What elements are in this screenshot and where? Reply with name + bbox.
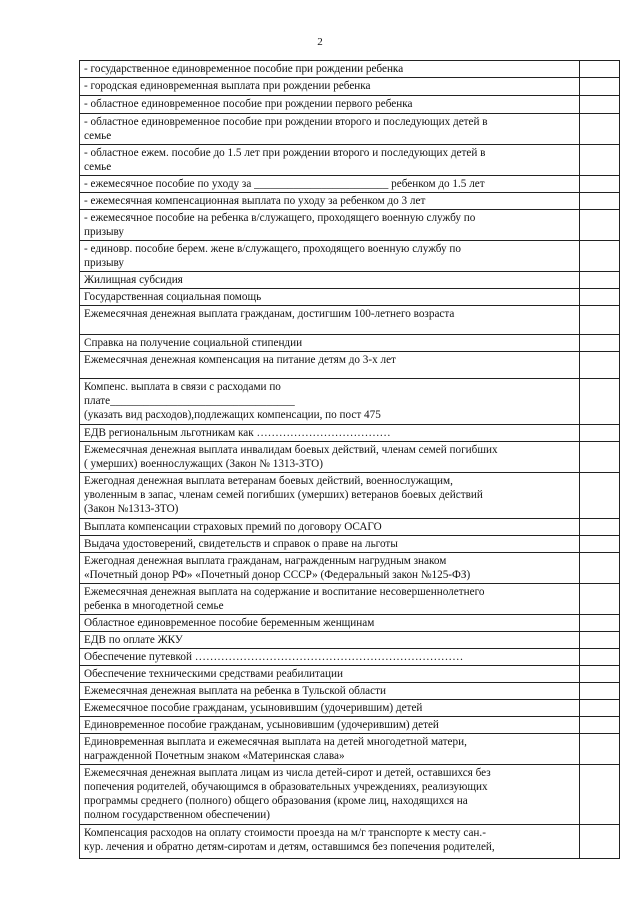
table-row bbox=[80, 210, 620, 241]
table-row bbox=[80, 289, 620, 306]
checkbox-cell[interactable] bbox=[580, 289, 620, 306]
checkbox-cell[interactable] bbox=[580, 335, 620, 352]
checkbox-cell[interactable] bbox=[580, 615, 620, 632]
row-label: Справка на получение социальной стипендии bbox=[80, 335, 580, 352]
checkbox-cell[interactable] bbox=[580, 632, 620, 649]
row-label: Выдача удостоверений, свидетельств и справок о праве на льготы bbox=[80, 536, 580, 553]
row-label: Жилищная субсидия bbox=[80, 272, 580, 289]
row-label: - государственное единовременное пособие при рождении ребенка bbox=[80, 61, 580, 78]
table-row bbox=[80, 145, 620, 176]
table-row bbox=[80, 734, 620, 765]
table-row bbox=[80, 61, 620, 78]
checkbox-cell[interactable] bbox=[580, 666, 620, 683]
table-row bbox=[80, 425, 620, 442]
table-row bbox=[80, 335, 620, 352]
row-label: Ежегодная денежная выплата ветеранам боевых действий, военнослужащим, уволенным в запас, членам семей погибших (умерших) ветеранов боевых действий (Закон №1313-ЗТО) bbox=[80, 473, 580, 519]
row-label: - ежемесячная компенсационная выплата по уходу за ребенком до 3 лет bbox=[80, 193, 580, 210]
checkbox-cell[interactable] bbox=[580, 145, 620, 176]
table-row bbox=[80, 765, 620, 825]
table-row bbox=[80, 272, 620, 289]
checkbox-cell[interactable] bbox=[580, 519, 620, 536]
row-label: - областное единовременное пособие при рождении второго и последующих детей в семье bbox=[80, 114, 580, 145]
table-row bbox=[80, 700, 620, 717]
row-label: Единовременная выплата и ежемесячная выплата на детей многодетной матери, награжденной Почетным знаком «Материнская слава» bbox=[80, 734, 580, 765]
row-label: - областное единовременное пособие при рождении первого ребенка bbox=[80, 96, 580, 114]
checkbox-cell[interactable] bbox=[580, 241, 620, 272]
checkbox-cell[interactable] bbox=[580, 825, 620, 859]
row-label: - городская единовременная выплата при рождении ребенка bbox=[80, 78, 580, 96]
row-label: ЕДВ региональным льготникам как ……………………………… bbox=[80, 425, 580, 442]
table-row bbox=[80, 379, 620, 425]
table-row bbox=[80, 176, 620, 193]
checkbox-cell[interactable] bbox=[580, 649, 620, 666]
table-row bbox=[80, 536, 620, 553]
row-label: Ежемесячная денежная выплата гражданам, достигшим 100-летнего возраста bbox=[80, 306, 580, 335]
checkbox-cell[interactable] bbox=[580, 442, 620, 473]
checkbox-cell[interactable] bbox=[580, 425, 620, 442]
row-label: Ежемесячная денежная выплата на ребенка в Тульской области bbox=[80, 683, 580, 700]
table-row bbox=[80, 96, 620, 114]
table-row bbox=[80, 584, 620, 615]
checkbox-cell[interactable] bbox=[580, 683, 620, 700]
table-row bbox=[80, 553, 620, 584]
row-label: - ежемесячное пособие по уходу за ________________________ ребенком до 1.5 лет bbox=[80, 176, 580, 193]
checkbox-cell[interactable] bbox=[580, 379, 620, 425]
row-label: Компенсация расходов на оплату стоимости проезда на м/г транспорте к месту сан.- кур. лечения и обратно детям-сиротам и детям, оставшимся без попечения родителей, bbox=[80, 825, 580, 859]
checkbox-cell[interactable] bbox=[580, 176, 620, 193]
checkbox-cell[interactable] bbox=[580, 114, 620, 145]
checkbox-cell[interactable] bbox=[580, 96, 620, 114]
row-label: - единовр. пособие берем. жене в/служащего, проходящего военную службу по призыву bbox=[80, 241, 580, 272]
benefits-table bbox=[79, 60, 620, 859]
checkbox-cell[interactable] bbox=[580, 765, 620, 825]
table-row bbox=[80, 78, 620, 96]
checkbox-cell[interactable] bbox=[580, 78, 620, 96]
table-row bbox=[80, 649, 620, 666]
table-row bbox=[80, 632, 620, 649]
row-label: Ежегодная денежная выплата гражданам, награжденным нагрудным знаком «Почетный донор РФ» «Почетный донор СССР» (Федеральный закон №125-ФЗ) bbox=[80, 553, 580, 584]
checkbox-cell[interactable] bbox=[580, 61, 620, 78]
checkbox-cell[interactable] bbox=[580, 352, 620, 379]
row-label: Компенс. выплата в связи с расходами по плате_________________________________ (указать вид расходов),подлежащих компенсации, по пост 475 bbox=[80, 379, 580, 425]
table-row bbox=[80, 352, 620, 379]
table-row bbox=[80, 519, 620, 536]
table-row bbox=[80, 717, 620, 734]
checkbox-cell[interactable] bbox=[580, 306, 620, 335]
checkbox-cell[interactable] bbox=[580, 584, 620, 615]
table-row bbox=[80, 666, 620, 683]
checkbox-cell[interactable] bbox=[580, 272, 620, 289]
row-label: Ежемесячная денежная компенсация на питание детям до 3-х лет bbox=[80, 352, 580, 379]
row-label: Ежемесячная денежная выплата инвалидам боевых действий, членам семей погибших ( умерших) военнослужащих (Закон № 1313-ЗТО) bbox=[80, 442, 580, 473]
table-row bbox=[80, 241, 620, 272]
table-row bbox=[80, 825, 620, 859]
benefits-table-body bbox=[80, 61, 620, 859]
table-row bbox=[80, 193, 620, 210]
table-row bbox=[80, 114, 620, 145]
checkbox-cell[interactable] bbox=[580, 473, 620, 519]
table-row bbox=[80, 683, 620, 700]
checkbox-cell[interactable] bbox=[580, 700, 620, 717]
checkbox-cell[interactable] bbox=[580, 210, 620, 241]
checkbox-cell[interactable] bbox=[580, 734, 620, 765]
row-label: Обеспечение путевкой ……………………………………………………………… bbox=[80, 649, 580, 666]
table-row bbox=[80, 473, 620, 519]
row-label: - областное ежем. пособие до 1.5 лет при рождении второго и последующих детей в семье bbox=[80, 145, 580, 176]
checkbox-cell[interactable] bbox=[580, 536, 620, 553]
row-label: Единовременное пособие гражданам, усыновившим (удочерившим) детей bbox=[80, 717, 580, 734]
table-row bbox=[80, 442, 620, 473]
table-row bbox=[80, 615, 620, 632]
checkbox-cell[interactable] bbox=[580, 717, 620, 734]
checkbox-cell[interactable] bbox=[580, 193, 620, 210]
row-label: ЕДВ по оплате ЖКУ bbox=[80, 632, 580, 649]
table-row bbox=[80, 306, 620, 335]
row-label: Обеспечение техническими средствами реабилитации bbox=[80, 666, 580, 683]
row-label: Ежемесячное пособие гражданам, усыновившим (удочерившим) детей bbox=[80, 700, 580, 717]
row-label: Областное единовременное пособие беременным женщинам bbox=[80, 615, 580, 632]
row-label: Ежемесячная денежная выплата на содержание и воспитание несовершеннолетнего ребенка в многодетной семье bbox=[80, 584, 580, 615]
row-label: Государственная социальная помощь bbox=[80, 289, 580, 306]
row-label: Ежемесячная денежная выплата лицам из числа детей-сирот и детей, оставшихся без попечения родителей, обучающимся в образовательных учреждениях, реализующих программы среднего (полного) общего образования (кроме лиц, находящихся на полном государственном обеспечении) bbox=[80, 765, 580, 825]
row-label: - ежемесячное пособие на ребенка в/служащего, проходящего военную службу по призыву bbox=[80, 210, 580, 241]
checkbox-cell[interactable] bbox=[580, 553, 620, 584]
page-number: 2 bbox=[317, 36, 323, 48]
row-label: Выплата компенсации страховых премий по договору ОСАГО bbox=[80, 519, 580, 536]
